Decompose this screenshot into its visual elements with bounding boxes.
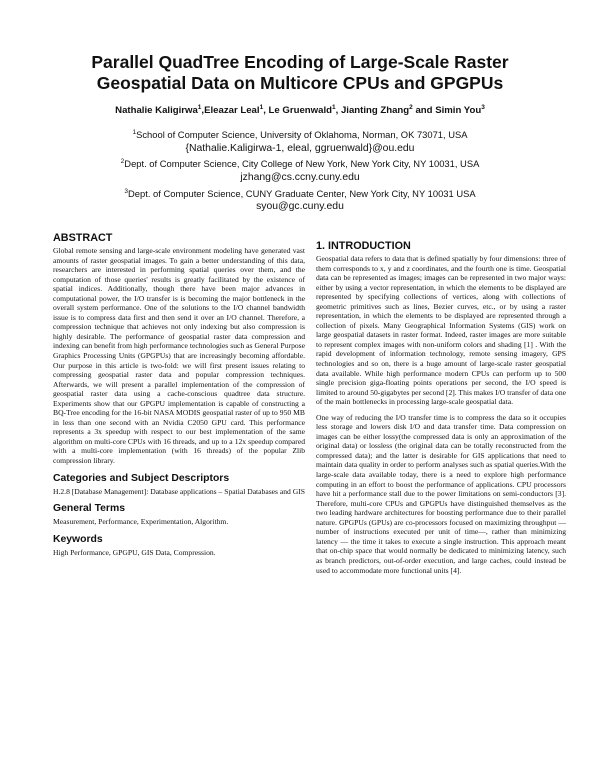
- affiliation: [40, 126, 560, 142]
- right-column: [316, 240, 566, 575]
- affiliation-mark: 3: [124, 187, 129, 195]
- general-terms-text: Measurement, Performance, Experimentation, Algorithm.: [53, 517, 229, 527]
- author-separator: ,: [201, 105, 205, 117]
- introduction-heading: 1. INTRODUCTION: [316, 240, 411, 252]
- introduction-paragraph-1: Geospatial data refers to data that is defined spatially by four dimensions: three of them corresponds to x, y and z coordinates, and the fourth one is time. Geospatial data can be represented as images; images can be represented in two major ways: either by using a vector representation, in which the elements to be displayed are represented by specifying collections of vertices, along with collections of geometric primitives such as lines, Bezier curves, etc., or by using a raster representation, in which the elements to be displayed are represented through a collection of pixels. Many Geographical Information Systems (GIS) work on large geospatial datasets in raster format. Indeed, raster images are more suitable to represent complex images with non-uniform colors and shading [1] . With the rapid development of information technology, remote sensing imagery, GPS technologies and so on, there is a huge amount of large-scale raster geospatial data available. While high performance modern CPUs can perform up to 500 single precision giga-floating points operations per second, the I/O speed is limited to around 50-gigabytes per second [2]. This makes I/O transfer of data one of the main bottlenecks in processing large-scale geospatial data.: [316, 254, 566, 407]
- author-name: Jianting Zhang: [340, 105, 410, 117]
- author-list: [20, 104, 580, 116]
- author-affiliation-mark: 1: [259, 104, 264, 111]
- general-terms-heading: General Terms: [53, 503, 125, 515]
- categories-text: H.2.8 [Database Management]: Database applications – Spatial Databases and GIS: [53, 486, 305, 496]
- affiliation: [40, 185, 560, 201]
- title-line-1: Parallel QuadTree Encoding of Large-Scale Raster: [91, 52, 509, 72]
- affiliation: [40, 155, 560, 171]
- affiliation-text: School of Computer Science, University of Oklahoma, Norman, OK 73071, USA: [136, 129, 468, 141]
- affiliation-email: {Nathalie.Kaligirwa-1, eleal, ggruenwald}@ou.edu: [185, 142, 415, 154]
- affiliation-mark: 2: [120, 158, 125, 166]
- introduction-paragraph-2: One way of reducing the I/O transfer time is to compress the data so it occupies less storage and lowers disk I/O and data transfer time. Data compression on images can be either lossy(the compressed data is only an approximation of the original data) or lossless (the original data can be totally reconstructed from the compressed data); and the latter is desirable for GIS applications that need to maintain data quality in order to perform analyses such as spatial queries.With the large-scale data available today, there is a need to explore high performance computing in an effort to boost the performance of applications. CPU processors have hit a performance stall due to the power limitations on semi-conductors [3]. Therefore, multi-core CPUs and GPGPUs have distinguished themselves as the two leading hardware architectures for boosting performance due to their parallel nature. GPGPUs (GPUs) are co-processors focused on maximizing throughput —number of instructions executed per unit of time—, rather than minimizing latency — the time it takes to execute a single instruction. This approach meant that on-chip space that would normally be dedicated to minimizing latency, such as branch predictors, out-of-order execution, and large caches, could instead be used to accommodate more functional units [4].: [316, 412, 566, 575]
- affiliation-email: jzhang@cs.ccny.cuny.edu: [240, 172, 360, 184]
- author-separator: ,: [263, 105, 269, 117]
- author-name: Simin You: [435, 105, 482, 117]
- author-affiliation-mark: 2: [409, 104, 413, 111]
- author-name: Le Gruenwald: [268, 105, 332, 117]
- author-affiliation-mark: 1: [197, 104, 202, 111]
- author-affiliation-mark: 1: [331, 104, 336, 111]
- author-separator: and: [412, 105, 436, 117]
- affiliation-email: syou@gc.cuny.edu: [256, 201, 344, 213]
- paper-title: [40, 52, 560, 94]
- author-name: Eleazar Leal: [204, 105, 260, 117]
- abstract-text: Global remote sensing and large-scale environment modeling have generated vast amounts of raster geospatial images. To gain a better understanding of this data, researchers are interested in performing spatial queries over them, and the computation of those queries' results is greatly facilitated by the existence of spatial indices. Additionally, though there have been major advances in computational power, the I/O transfer is is becoming the major bottleneck in the overall system performance. One of the solutions to the I/O channel bandwidth issue is to compress data first and then send it over an I/O channel. Therefore, a compression technique that achieves not only indexing but also compression is highly desirable. The performance of geospatial raster data compression and indexing can benefit from high performance technologies such as General Purpose Graphics Processing Units (GPGPUs) that are increasingly becoming affordable. Our purpose in this article is two-fold: we will first present issues relating to compressing geospatial raster data and popular compression techniques. Afterwards, we will present a parallel implementation of the compression of geospatial raster data using a cache-conscious quadtree data structure. Experiments show that our GPGPU implementation is capable of constructing a BQ-Tree encoding for the 16-bit NASA MODIS geospatial raster of up to 950 MB in less than one second with an Nvidia C2050 GPU card. This performance represents a 3x speedup with respect to our best implementation of the same algorithm on multi-core CPUs with 16 threads, and up to a 12x speedup compared with a multi-core implementation (with 16 threads) of the popular Zlib compression library.: [53, 246, 305, 466]
- categories-heading: Categories and Subject Descriptors: [53, 472, 230, 484]
- affiliation-text: Dept. of Computer Science, CUNY Graduate Center, New York City, NY 10031 USA: [128, 187, 476, 199]
- abstract-heading: ABSTRACT: [53, 232, 113, 244]
- affiliation-text: Dept. of Computer Science, City College of New York, New York City, NY 10031, USA: [124, 158, 480, 170]
- keywords-heading: Keywords: [53, 533, 103, 545]
- affiliations: [40, 126, 560, 214]
- title-line-2: Geospatial Data on Multicore CPUs and GPGPUs: [96, 73, 504, 93]
- author-name: Nathalie Kaligirwa: [115, 105, 198, 117]
- author-separator: ,: [335, 105, 341, 117]
- left-column: [53, 232, 305, 557]
- affiliation-mark: 1: [132, 129, 137, 136]
- keywords-text: High Performance, GPGPU, GIS Data, Compression.: [53, 547, 216, 557]
- author-affiliation-mark: 3: [481, 104, 485, 111]
